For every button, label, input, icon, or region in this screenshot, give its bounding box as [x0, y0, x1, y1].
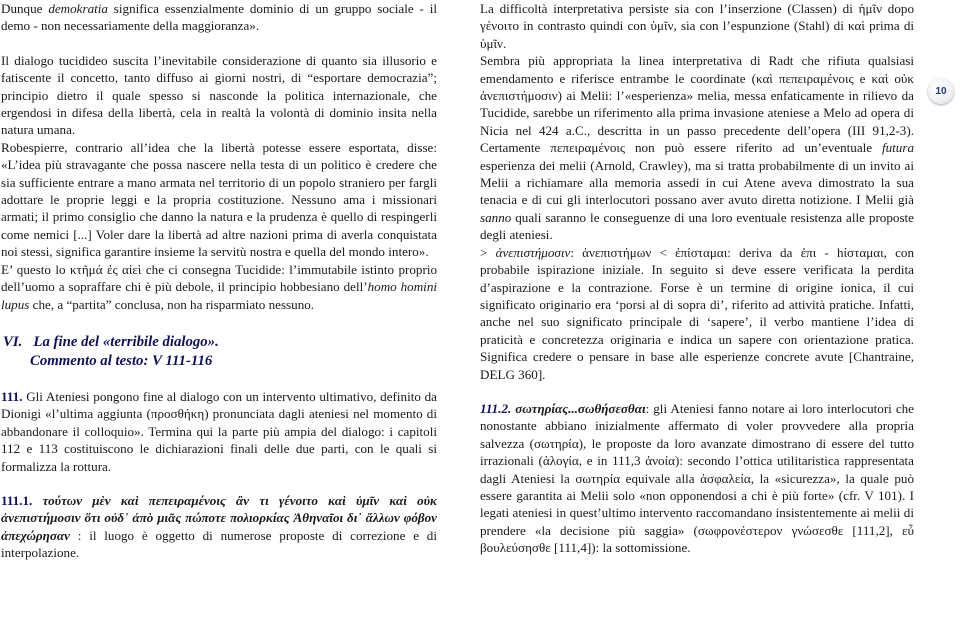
spacer — [1, 35, 437, 52]
spacer — [1, 313, 437, 333]
page-number-badge — [928, 78, 954, 104]
radt-text-c: quali saranno le conseguenze di una loro eventuale resistenza alle proposte degli ateniesi. — [480, 209, 914, 243]
spacer — [480, 383, 914, 400]
radt-text-b: esperienza dei melii (Arnold, Crawley), ma si tratta probabilmente di un invito ai Melii a richiamare alla memoria assedi in cui Atene aveva dimostrato la sua tenacia e di cui gli interlocutori possano aver avuto diretta notizione. I Melii già — [480, 157, 914, 208]
paragraph-111 — [1, 388, 437, 475]
section-heading-title: VI. La fine del «terribile dialogo». — [3, 333, 219, 350]
spacer — [1, 371, 437, 388]
radt-text-a: Sembra più appropriata la linea interpretativa di Radt che rifiuta qualsiasi emendamento e riferisce entrambe le coordinate (καὶ πεπειραμένοις e καὶ οὐκ ἀνεπιστήμοσιν) ai Melii: l’«esperienza» melia, messa enfaticamente in rilievo da Tucidide, sarebbe un riferimento alla prima invasione ateniese a Melo ad opera di Nicia nel 424 a.C., descritta in un passo precedente dell’opera (III 91,2-3). Certamente πεπειραμένοις non può essere riferito ad un’eventuale — [480, 53, 914, 156]
paragraph-anepistemosin — [480, 244, 914, 383]
paragraph-robespierre: Robespierre, contrario all’idea che la libertà potesse essere esportata, disse: «L’idea più stravagante che possa nascere nella testa di un politico è credere che sia sufficiente entrare a mano armata nel territorio di un popolo straniero per fargli adottare le proprie leggi e la propria costituzione. Nessuno ama i missionari armati; il primo consiglio che danno la natura e la prudenza è quello di respingerli come nemici [...] Voler dare la libertà ad altre nazioni prima di averla conquistata noi stessi, significa garantire insieme la servitù nostra e quella del mondo intero». — [1, 139, 437, 260]
paragraph-number-111-2: 111.2. — [480, 400, 512, 416]
greek-term-111-2: σωτηρίας...σωθήσεσθαι — [511, 400, 646, 416]
radt-term-sanno: sanno — [480, 209, 512, 225]
paragraph-111-1 — [1, 492, 437, 562]
right-column — [480, 0, 914, 557]
anepistemosin-marker: > — [480, 244, 496, 260]
paragraph-111-2 — [480, 400, 914, 557]
paragraph-radt — [480, 52, 914, 243]
anepistemosin-term: ἀνεπιστήμοσιν — [495, 244, 571, 260]
ktema-text-after: che, a “partita” conclusa, non ha risparmiato nessuno. — [29, 296, 315, 312]
radt-term-futura: futura — [881, 140, 914, 156]
section-heading-subtitle: Commento al testo: V 111-116 — [30, 352, 213, 369]
section-heading — [3, 333, 437, 371]
paragraph-111-text: Gli Ateniesi pongono fine al dialogo con un intervento ultimativo, definito da Dionigi «l’ultima aggiunta (προσθήκη) pronunciata dagli ateniesi nel momento di abbandonare il colloquio». Termina qui la parte più ampia del dialogo: i capitoli 112 e 113 costituiscono le dichiarazioni finali delle due parti, con le quali si formalizza la rottura. — [1, 388, 437, 474]
page-number: 10 — [935, 85, 947, 97]
paragraph-number-111-1: 111.1. — [1, 492, 33, 508]
intro-text-after: significa essenzialmente dominio di un gruppo sociale - il demo - non necessariamente della maggioranza». — [1, 1, 437, 34]
spacer — [1, 475, 437, 492]
intro-text-before: Dunque — [1, 1, 49, 16]
anepistemosin-text: : ἀνεπιστήμων < ἐπίσταμαι: deriva da ἐπι - hίσταμαι, con probabile ispirazione iniziale. In seguito si deve essere verificata la perdita d’aspirazione e la contrazione. Forse è un termine di origine ionica, il cui significato originario era ‘porsi al di sopra di’, riferito ad attività pratiche. Infatti, anche nel suo significato principale di ‘sapere’, il verbo mantiene l’idea di praticità e concretezza originaria e indica un sapere con orientazione pratica. Significa credere o pensare in base alle esperienze concrete avute [Chantraine, DELG 360]. — [480, 244, 914, 382]
paragraph-ktema — [1, 261, 437, 313]
greek-quotation-111-1: τούτων μὲν καὶ πεπειραμένοις ἂν τι γένοιτο καὶ ὑμῖν καὶ οὐκ ἀνεπιστήμοσιν ὅτι οὐδ᾽ ἀπὸ μιᾶς πώποτε πολιορκίας Ἀθηναῖοι δι᾽ ἄλλων φόβον ἀπεχώρησαν — [1, 492, 437, 543]
intro-term-demokratia: demokratia — [48, 1, 108, 16]
paragraph-number-111: 111. — [1, 388, 23, 404]
paragraph-difficolta: La difficoltà interpretativa persiste sia con l’inserzione (Classen) di ἡμῖν dopo γένοιτο in contrasto quindi con ὑμῖν, sia con l’espunzione (Stahl) di καὶ prima di ὑμῖν. — [480, 1, 914, 51]
ktema-text-before: E’ questo lo κτῆμά ἐς αἰεὶ che ci consegna Tucidide: l’immutabile istinto proprio dell’uomo a sopraffare chi è più debole, il principio hobbesiano dell’ — [1, 261, 437, 295]
paragraph-dialogo-tucidideo: Il dialogo tucidideo suscita l’inevitabile considerazione di quanto sia illusorio e fatiscente il concetto, tanto diffuso ai giorni nostri, di “esportare democrazia”; principio dietro il quale spesso si nasconde la politica internazionale, che ergendosi in difesa della libertà, cela in realtà la volontà di dominio insita nella natura umana. — [1, 52, 437, 138]
ktema-term-homo-homini-lupus: homo homini lupus — [1, 279, 438, 312]
left-column — [1, 0, 437, 562]
paragraph-111-1-text: : il luogo è oggetto di numerose proposte di correzione e di interpolazione. — [1, 527, 437, 561]
intro-paragraph — [1, 0, 437, 35]
paragraph-111-2-text: : gli Ateniesi fanno notare ai loro interlocutori che nonostante abbiano inizialmente affermato di voler provvedere alla propria salvezza (σωτηρία), le proposte da loro avanzate dimostrano di essere del tutto irrazionali (ἀλογία, e in 111,3 ἀνοία): secondo l’ottica utilitaristica rappresentata dagli Ateniesi la σωτηρία equivale alla ἀσφαλεία, la «sicurezza», la quale può essere garantita ai Melii solo «non opponendosi a chi è più forte» (cfr. V 101). I legati ateniesi in quest’ultimo intervento raccomandano insistentemente ai melii di prendere «la decisione più saggia» (σωφρονέστερον γνώσεσθε [111,2], εὖ βουλεύσησθε [111,4]): la sottomissione. — [480, 400, 914, 556]
